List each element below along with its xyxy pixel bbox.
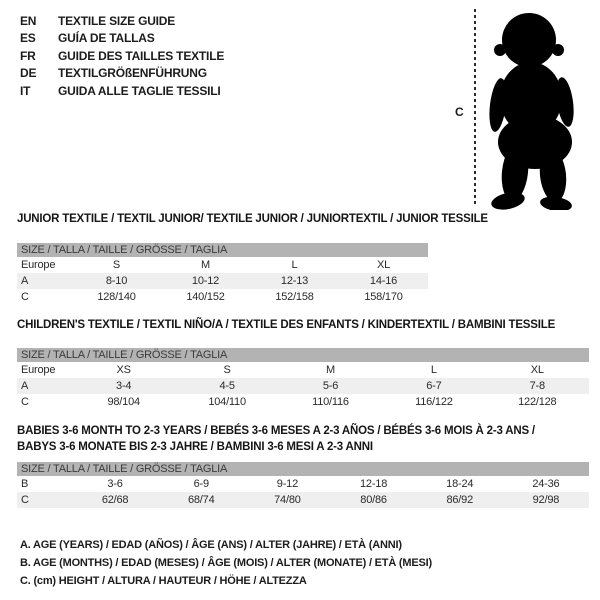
table-cell: 6-9 xyxy=(193,478,209,490)
babies-table xyxy=(17,462,589,508)
table-cell: 14-16 xyxy=(369,275,398,287)
table-row xyxy=(17,257,428,273)
table-cell: 5-6 xyxy=(322,380,339,392)
babies-table-title-line1: BABIES 3-6 MONTH TO 2-3 YEARS / BEBÉS 3-6 MESES A 2-3 AÑOS / BÉBÉS 3-6 MOIS À 2-3 ANS / xyxy=(17,425,535,437)
table-cell: XL xyxy=(376,259,391,271)
row-label: C xyxy=(21,291,29,303)
table-row xyxy=(17,378,589,394)
legend-line-b: B. AGE (MONTHS) / EDAD (MESES) / ÂGE (MOIS) / ALTER (MONATE) / ETÀ (MESI) xyxy=(20,557,432,569)
row-label: C xyxy=(21,494,29,506)
row-label: Europe xyxy=(21,364,56,376)
table-row xyxy=(17,492,589,508)
legend-line-c: C. (cm) HEIGHT / ALTURA / HAUTEUR / HÖHE / ALTEZZA xyxy=(20,575,307,587)
table-cell: 140/152 xyxy=(186,291,225,303)
language-row-de xyxy=(20,65,224,82)
table-cell: 80/86 xyxy=(360,494,387,506)
table-cell: L xyxy=(291,259,298,271)
table-row xyxy=(17,289,428,305)
size-header-bar: SIZE / TALLA / TAILLE / GRÖSSE / TAGLIA xyxy=(17,348,589,362)
table-cell: 74/80 xyxy=(274,494,301,506)
table-row xyxy=(17,273,428,289)
junior-table-title: JUNIOR TEXTILE / TEXTIL JUNIOR/ TEXTILE JUNIOR / JUNIORTEXTIL / JUNIOR TESSILE xyxy=(17,213,488,225)
children-table xyxy=(17,348,589,410)
table-cell: 12-13 xyxy=(280,275,309,287)
baby-silhouette-icon xyxy=(484,10,588,210)
table-cell: L xyxy=(430,364,437,376)
row-label: C xyxy=(21,396,29,408)
table-cell: 110/116 xyxy=(312,396,349,408)
language-row-es xyxy=(20,30,224,47)
table-cell: 18-24 xyxy=(446,478,474,490)
table-cell: 4-5 xyxy=(219,380,235,392)
size-header-bar: SIZE / TALLA / TAILLE / GRÖSSE / TAGLIA xyxy=(17,462,589,476)
babies-table-title-line2: BABYS 3-6 MONATE BIS 2-3 JAHRE / BAMBINI 3-6 MESI A 2-3 ANNI xyxy=(17,441,373,453)
language-code: EN xyxy=(20,14,37,28)
table-cell: 122/128 xyxy=(518,396,557,408)
row-label: B xyxy=(21,478,29,490)
table-cell: 128/140 xyxy=(97,291,136,303)
language-code: DE xyxy=(20,66,37,81)
legend-line-a: A. AGE (YEARS) / EDAD (AÑOS) / ÂGE (ANS) / ALTER (JAHRE) / ETÀ (ANNI) xyxy=(20,539,402,551)
language-title: GUIDE DES TAILLES TEXTILE xyxy=(58,48,225,63)
table-row xyxy=(17,394,589,410)
table-row xyxy=(17,476,589,492)
table-cell: 152/158 xyxy=(275,291,314,303)
table-cell: 62/68 xyxy=(101,494,129,506)
table-cell: M xyxy=(326,364,335,376)
table-cell: 10-12 xyxy=(191,275,220,287)
children-table-title: CHILDREN'S TEXTILE / TEXTIL NIÑO/A / TEXTILE DES ENFANTS / KINDERTEXTIL / BAMBINI TESSILE xyxy=(17,319,556,331)
table-cell: 86/92 xyxy=(446,494,473,506)
language-title: TEXTILGRÖßENFÜHRUNG xyxy=(58,66,207,81)
table-cell: 9-12 xyxy=(276,478,299,490)
table-cell: 7-8 xyxy=(529,380,545,392)
table-cell: 98/104 xyxy=(107,396,140,408)
table-cell: 158/170 xyxy=(364,291,403,303)
language-title: GUÍA DE TALLAS xyxy=(58,31,155,46)
language-code: FR xyxy=(20,48,36,63)
table-cell: 92/98 xyxy=(532,494,560,506)
table-cell: 104/110 xyxy=(208,396,246,408)
row-label: A xyxy=(21,275,29,287)
row-label: Europe xyxy=(21,259,56,271)
table-cell: 12-18 xyxy=(360,478,388,490)
table-cell: 24-36 xyxy=(532,478,560,490)
table-cell: S xyxy=(223,364,231,376)
table-cell: 3-4 xyxy=(116,380,132,392)
table-cell: 116/122 xyxy=(415,396,453,408)
language-row-fr xyxy=(20,48,224,65)
language-list xyxy=(20,13,224,100)
height-dashed-line xyxy=(474,9,476,207)
language-title: TEXTILE SIZE GUIDE xyxy=(58,14,176,28)
language-row-en xyxy=(20,13,224,30)
measurement-legend xyxy=(20,536,432,590)
table-cell: 8-10 xyxy=(105,275,128,287)
language-row-it xyxy=(20,83,224,100)
table-cell: 68/74 xyxy=(187,494,215,506)
table-row xyxy=(17,362,589,378)
row-label: A xyxy=(21,380,29,392)
language-code: ES xyxy=(20,31,36,46)
table-cell: M xyxy=(201,259,210,271)
table-cell: XS xyxy=(116,364,131,376)
table-cell: 3-6 xyxy=(107,478,123,490)
height-measure-label: C xyxy=(455,105,464,119)
language-code: IT xyxy=(20,83,31,98)
junior-table xyxy=(17,243,428,305)
table-cell: 6-7 xyxy=(426,380,442,392)
table-cell: S xyxy=(112,259,121,271)
language-title: GUIDA ALLE TAGLIE TESSILI xyxy=(58,83,221,98)
size-header-bar: SIZE / TALLA / TAILLE / GRÖSSE / TAGLIA xyxy=(17,243,428,257)
table-cell: XL xyxy=(530,364,544,376)
